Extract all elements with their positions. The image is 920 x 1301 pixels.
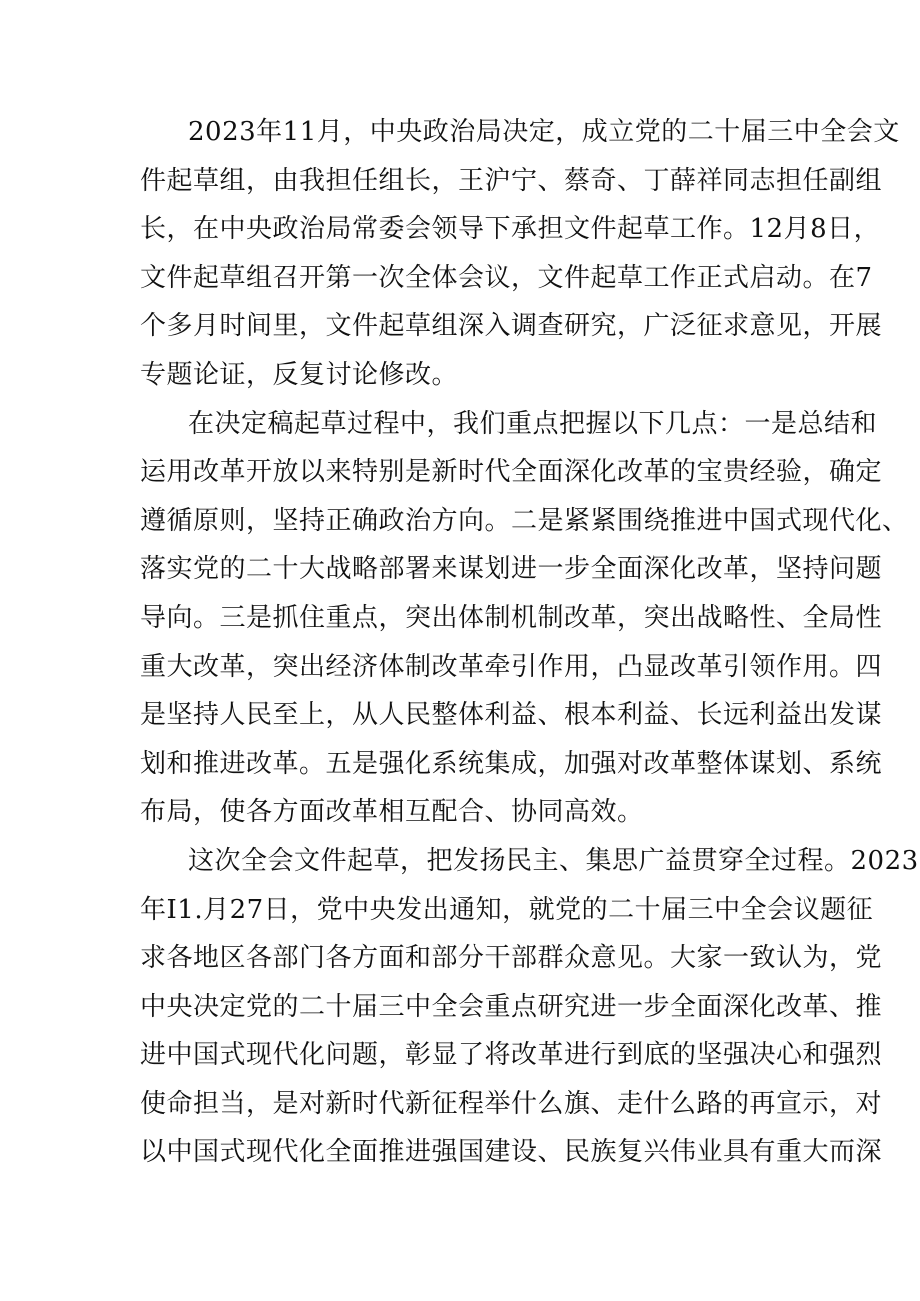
paragraph-1-line-4: 文件起草组召开第一次全体会议，文件起草工作正式启动。在7	[140, 262, 873, 293]
paragraph-3-line-5: 进中国式现代化问题，彰显了将改革进行到底的坚强决心和强烈	[140, 1040, 883, 1071]
paragraph-1-line-6: 专题论证，反复讨论修改。	[140, 359, 459, 390]
document-body	[140, 108, 919, 1177]
paragraph-2-line-6: 重大改革，突出经济体制改革牵引作用，凸显改革引领作用。四	[140, 651, 883, 682]
paragraph-1-line-2: 件起草组，由我担任组长，王沪宁、蔡奇、丁薛祥同志担任副组	[140, 165, 883, 196]
paragraph-2-line-8: 划和推进改革。五是强化系统集成，加强对改革整体谋划、系统	[140, 748, 883, 779]
paragraph-1-line-5: 个多月时间里，文件起草组深入调查研究，广泛征求意见，开展	[140, 311, 883, 342]
paragraph-2-line-9: 布局，使各方面改革相互配合、协同高效。	[140, 797, 644, 828]
paragraph-1-line-1: 2023年11月，中央政治局决定，成立党的二十届三中全会文	[188, 117, 900, 147]
paragraph-2-line-7: 是坚持人民至上，从人民整体利益、根本利益、长远利益出发谋	[140, 700, 883, 731]
paragraph-3-line-3: 求各地区各部门各方面和部分干部群众意见。大家一致认为，党	[140, 943, 883, 974]
paragraph-2-line-3: 遵循原则，坚持正确政治方向。二是紧紧围绕推进中国式现代化、	[140, 505, 909, 536]
paragraph-2	[140, 400, 909, 837]
paragraph-2-line-4: 落实党的二十大战略部署来谋划进一步全面深化改革，坚持问题	[140, 554, 883, 585]
paragraph-2-line-5: 导向。三是抓住重点，突出体制机制改革，突出战略性、全局性	[140, 602, 883, 633]
paragraph-3	[140, 837, 919, 1177]
paragraph-3-line-7: 以中国式现代化全面推进强国建设、民族复兴伟业具有重大而深	[140, 1137, 883, 1168]
paragraph-1-line-3: 长，在中央政治局常委会领导下承担文件起草工作。12月8日，	[140, 214, 881, 245]
paragraph-3-line-4: 中央决定党的二十届三中全会重点研究进一步全面深化改革、推	[140, 991, 883, 1022]
paragraph-2-line-2: 运用改革开放以来特别是新时代全面深化改革的宝贵经验，确定	[140, 457, 883, 488]
paragraph-3-line-2: 年I1.月27日，党中央发出通知，就党的二十届三中全会议题征	[140, 894, 874, 925]
paragraph-1	[140, 108, 900, 400]
paragraph-3-line-1: 这次全会文件起草，把发扬民主、集思广益贯穿全过程。2023	[188, 845, 919, 876]
paragraph-2-line-1: 在决定稿起草过程中，我们重点把握以下几点：一是总结和	[188, 408, 878, 439]
paragraph-3-line-6: 使命担当，是对新时代新征程举什么旗、走什么路的再宣示，对	[140, 1088, 883, 1119]
